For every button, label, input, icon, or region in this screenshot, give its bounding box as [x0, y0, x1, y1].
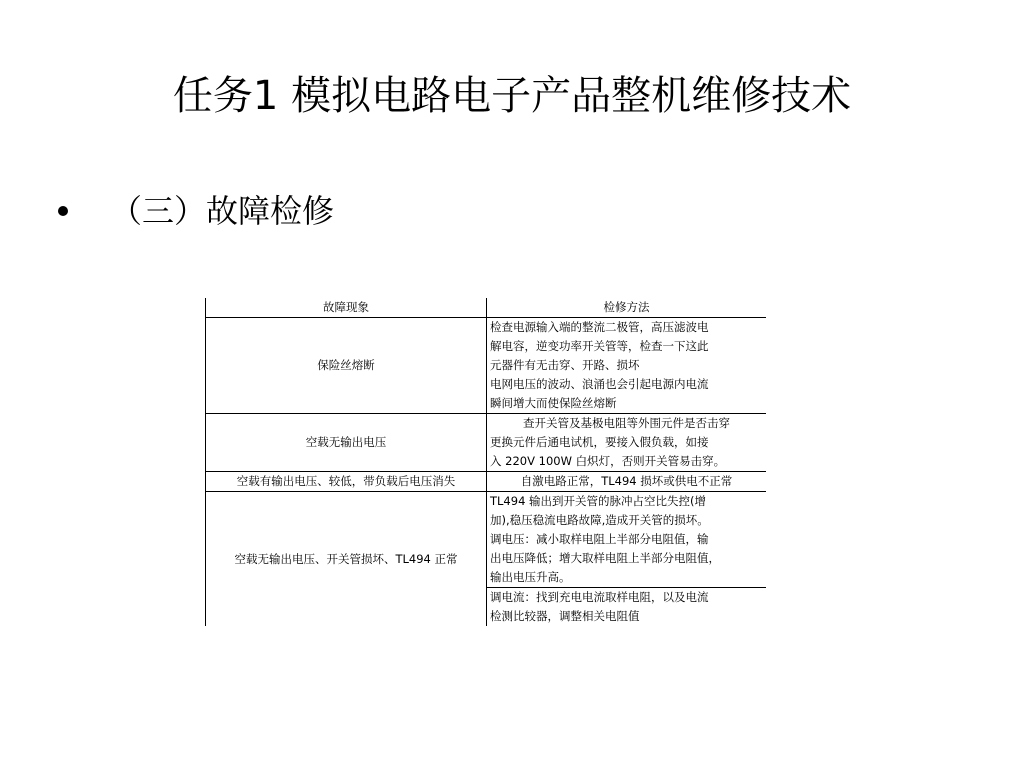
fault-table-container: [205, 298, 766, 656]
header-fault-symptom: 故障现象: [206, 298, 487, 318]
method-line: 入 220V 100W 白炽灯，否则开关管易击穿。: [490, 454, 726, 468]
slide-title: 任务1 模拟电路电子产品整机维修技术: [172, 73, 852, 119]
method-line: 出电压降低；增大取样电阻上半部分电阻值，: [490, 551, 720, 565]
method-line: 检查电源输入端的整流二极管，高压滤波电: [490, 320, 709, 334]
symptom-cell: 空载无输出电压、开关管损坏、TL494 正常: [206, 492, 487, 627]
method-line: 解电容，逆变功率开关管等，检查一下这此: [490, 339, 709, 353]
method-cell: [487, 318, 767, 414]
method-cell: [487, 414, 767, 472]
symptom-cell: 空载有输出电压、较低，带负载后电压消失: [206, 472, 487, 492]
method-cell: [487, 472, 767, 492]
method-line: 元器件有无击穿、开路、损坏: [490, 358, 640, 372]
symptom-cell: 空载无输出电压: [206, 414, 487, 472]
method-line: 输出电压升高。: [490, 570, 571, 584]
method-line: 查开关管及基极电阻等外围元件是否击穿: [523, 416, 730, 430]
bullet-item: [58, 188, 334, 234]
method-line: 自激电路正常，TL494 损坏或供电不正常: [520, 474, 733, 488]
table-row: [206, 472, 767, 492]
table-row: [206, 414, 767, 472]
method-cell: [487, 588, 767, 627]
method-line: 加),稳压稳流电路故障,造成开关管的损坏。: [490, 513, 709, 527]
method-line: 调电流：找到充电电流取样电阻，以及电流: [490, 590, 709, 604]
method-cell: [487, 492, 767, 588]
method-line: 检测比较器，调整相关电阻值: [490, 609, 640, 623]
bullet-dot-icon: [58, 206, 68, 216]
method-line: 电网电压的波动、浪涌也会引起电源内电流: [490, 377, 709, 391]
method-line: 调电压：减小取样电阻上半部分电阻值，输: [490, 532, 709, 546]
table-header-row: [206, 298, 767, 318]
table-row: [206, 492, 767, 588]
fault-repair-table: [205, 298, 766, 626]
bullet-text: （三）故障检修: [110, 192, 335, 230]
method-line: TL494 输出到开关管的脉冲占空比失控(增: [490, 494, 707, 508]
symptom-cell: 保险丝熔断: [206, 318, 487, 414]
header-repair-method: 检修方法: [487, 298, 767, 318]
method-line: 瞬间增大而使保险丝熔断: [490, 396, 617, 410]
method-line: 更换元件后通电试机，要接入假负载，如接: [490, 435, 709, 449]
table-row: [206, 318, 767, 414]
